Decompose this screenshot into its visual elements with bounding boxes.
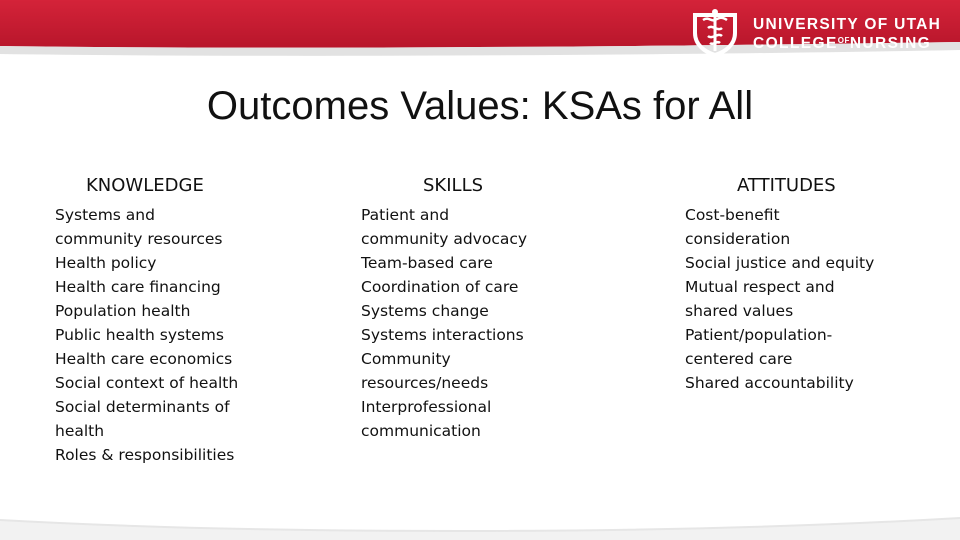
list-item: health bbox=[55, 422, 105, 440]
list-item: Health policy bbox=[55, 254, 157, 272]
caduceus-shield-icon bbox=[687, 7, 743, 57]
knowledge-list bbox=[55, 203, 270, 467]
university-logo bbox=[687, 6, 947, 58]
list-item: community resources bbox=[55, 230, 223, 248]
list-item: Systems change bbox=[361, 302, 489, 320]
list-item: Interprofessional bbox=[361, 398, 492, 416]
list-item: Systems and bbox=[55, 206, 155, 224]
logo-line-college bbox=[753, 33, 941, 52]
footer-swoosh bbox=[0, 480, 960, 540]
skills-list bbox=[361, 203, 576, 443]
list-item: Cost-benefit bbox=[685, 206, 780, 224]
list-item: shared values bbox=[685, 302, 794, 320]
logo-nursing-word: NURSING bbox=[849, 35, 932, 52]
list-item: Public health systems bbox=[55, 326, 224, 344]
list-item: Mutual respect and bbox=[685, 278, 835, 296]
list-item: Patient and bbox=[361, 206, 450, 224]
list-item: Population health bbox=[55, 302, 191, 320]
attitudes-column bbox=[685, 173, 920, 395]
slide-title: Outcomes Values: KSAs for All bbox=[206, 84, 754, 128]
list-item: Health care economics bbox=[55, 350, 233, 368]
list-item: Health care financing bbox=[55, 278, 221, 296]
logo-of-word: OF bbox=[837, 36, 850, 45]
list-item: Community bbox=[361, 350, 451, 368]
knowledge-heading: KNOWLEDGE bbox=[86, 175, 204, 196]
list-item: Roles & responsibilities bbox=[55, 446, 235, 464]
logo-college-word: COLLEGE bbox=[753, 35, 838, 52]
list-item: communication bbox=[361, 422, 481, 440]
logo-wordmark bbox=[753, 17, 941, 52]
attitudes-heading: ATTITUDES bbox=[737, 175, 836, 196]
list-item: Team-based care bbox=[361, 254, 493, 272]
list-item: resources/needs bbox=[361, 374, 489, 392]
list-item: centered care bbox=[685, 350, 793, 368]
list-item: Systems interactions bbox=[361, 326, 524, 344]
attitudes-list bbox=[685, 203, 920, 395]
skills-column bbox=[361, 173, 576, 443]
list-item: community advocacy bbox=[361, 230, 528, 248]
knowledge-column bbox=[55, 173, 270, 467]
list-item: Social determinants of bbox=[55, 398, 230, 416]
logo-line-university: UNIVERSITY OF UTAH bbox=[753, 16, 942, 33]
list-item: consideration bbox=[685, 230, 791, 248]
list-item: Social context of health bbox=[55, 374, 239, 392]
skills-heading: SKILLS bbox=[423, 175, 484, 196]
list-item: Patient/population- bbox=[685, 326, 833, 344]
list-item: Coordination of care bbox=[361, 278, 519, 296]
list-item: Shared accountability bbox=[685, 374, 854, 392]
list-item: Social justice and equity bbox=[685, 254, 875, 272]
